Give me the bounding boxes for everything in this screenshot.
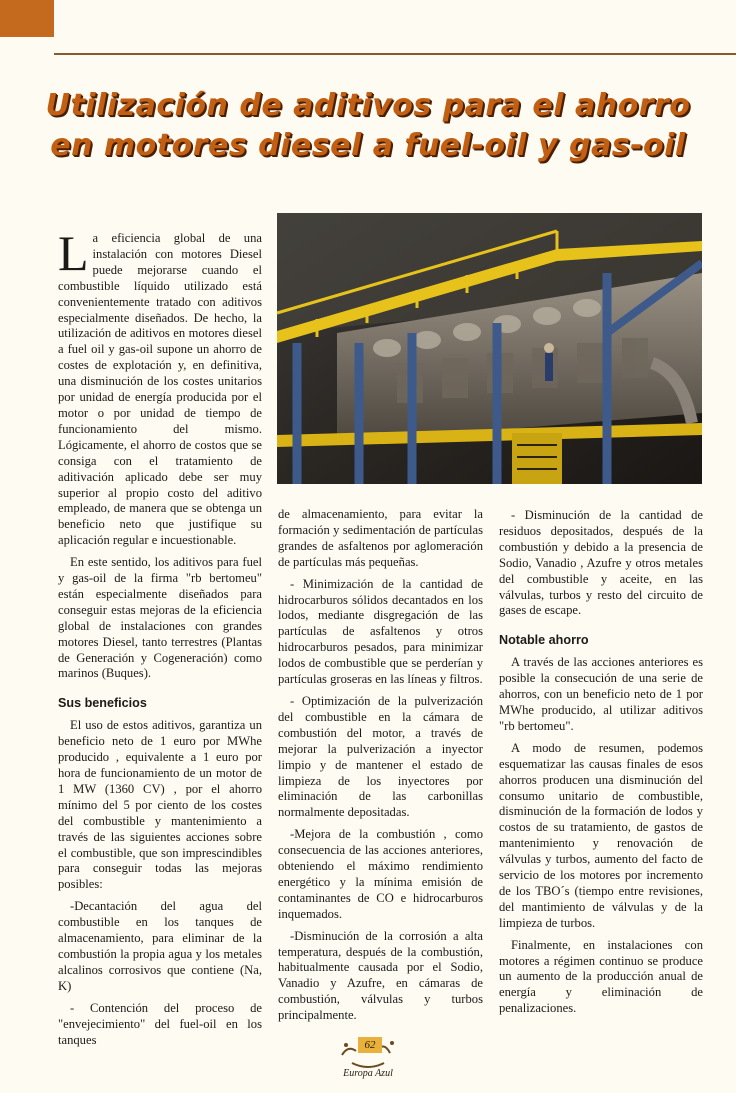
drop-cap: L: [58, 225, 89, 281]
paragraph: - Disminución de la cantidad de residuos depositados, después de la combustión y debido a la presencia de Sodio, Vanadio , Azufre y otros metales del combustible y aceite, en las válvulas, turbos y resto del circuito de gases de escape.: [499, 508, 703, 618]
paragraph: de almacenamiento, para evitar la formación y sedimentación de partículas grandes de asfaltenos por aglomeración de partículas más pequeñas.: [278, 507, 483, 569]
page-footer: [332, 1033, 404, 1089]
engine-room-photo: [277, 213, 702, 484]
paragraph: - Minimización de la cantidad de hidrocarburos sólidos decantados en los lodos, mediante disgregación de las partículas de asfaltenos y otros hidrocarburos pesados, para minimizar lodos de combustible que se perderían y partículas groseras en las líneas y filtros.: [278, 576, 483, 687]
paragraph: - Optimización de la pulverización del combustible en la cámara de combustión del motor, a través de mejorar la pulverización a inyector limpio y de mantener el estado de limpieza de los inyectores por eliminación de las carbonillas normalmente depositadas.: [278, 693, 483, 820]
paragraph: -Mejora de la combustión , como consecuencia de las acciones anteriores, obteniendo el máximo rendimiento energético y la mínima emisión de contaminantes de CO e hidrocarburos inquemados.: [278, 827, 483, 921]
page-number: 62: [358, 1037, 382, 1053]
paragraph: - Contención del proceso de "envejecimiento" del fuel-oil en los tanques: [58, 1000, 262, 1047]
header-rule: [54, 53, 736, 55]
section-heading-savings: Notable ahorro: [499, 633, 589, 648]
column-2: [278, 507, 483, 1024]
paragraph: El uso de estos aditivos, garantiza un beneficio neto de 1 euro por MWhe producido , equivalente a 1 euro por hora de funcionamiento de un motor de 1 MW (1360 CV) , por el ahorro mínimo del 5 por ciento de los costes del combustible y mantenimiento a través de las siguientes acciones sobre el combustible, que son imprescindibles para conseguir todas las mejoras posibles:: [58, 718, 262, 892]
section-heading-benefits: Sus beneficios: [58, 696, 147, 711]
paragraph: En este sentido, los aditivos para fuel y gas-oil de la firma "rb bertomeu" están especialmente diseñados para conseguir estas mejoras de la eficiencia global de instalaciones con grandes motores Diesel, tanto terrestres (Plantas de Generación y Cogeneración) como marinos (Buques).: [58, 555, 262, 681]
engine-room-illustration: [277, 213, 702, 484]
intro-paragraph: [58, 225, 262, 549]
article-title: Utilización de aditivos para el ahorro en motores diesel a fuel-oil y gas-oil: [45, 88, 691, 163]
paragraph: -Disminución de la corrosión a alta temperatura, después de la combustión, habitualmente causada por el Sodio, Vanadio y Azufre, en cámaras de combustión, válvulas y turbos principalmente.: [278, 928, 483, 1023]
paragraph: Finalmente, en instalaciones con motores a régimen continuo se produce un aumento de la producción anual de energía y eliminación de penalizaciones.: [499, 937, 703, 1016]
corner-accent: [0, 0, 54, 37]
paragraph: A través de las acciones anteriores es posible la consecución de una serie de ahorros, con un beneficio neto de 1 por MWhe producido, al utilizar aditivos "rb bertomeu".: [499, 655, 703, 733]
column-1: [58, 225, 262, 1048]
publication-name: Europa Azul: [343, 1068, 393, 1079]
intro-text: a eficiencia global de una instalación con motores Diesel puede mejorarse cuando el combustible líquido utilizado está convenientemente tratado con aditivos especialmente diseñados. De hecho, la utilización de aditivos en motores diesel a fuel oil y gas-oil supone un ahorro de costes de explotación y, en definitiva, una disminución de los costes unitarios por unidad de energía producida por el motor o por unidad de tiempo de funcionamiento del mismo. Lógicamente, el ahorro de costos que se consiga con el tratamiento de aditivación aplicado debe ser muy superior al propio costo del aditivo empleado, de manera que se obtenga un beneficio neto que justifique su aplicación regular e incuestionable.: [58, 231, 262, 548]
paragraph: A modo de resumen, podemos esquematizar las causas finales de esos ahorros producen una disminución del consumo unitario de combustible, disminución de la formación de lodos y costos de su tratamiento, de gastos de mantenimiento y renovación de válvulas y turbos, aumento del facto de servicio de los motores por incremento de los TBO´s (tiempo entre revisiones, del mantimiento de válvulas y de la limpieza de turbos.: [499, 740, 703, 930]
paragraph: -Decantación del agua del combustible en los tanques de almacenamiento, para eliminar de la combustión la propia agua y los metales alcalinos corrosivos que contiene (Na, K): [58, 899, 262, 993]
column-3: [499, 508, 703, 1017]
